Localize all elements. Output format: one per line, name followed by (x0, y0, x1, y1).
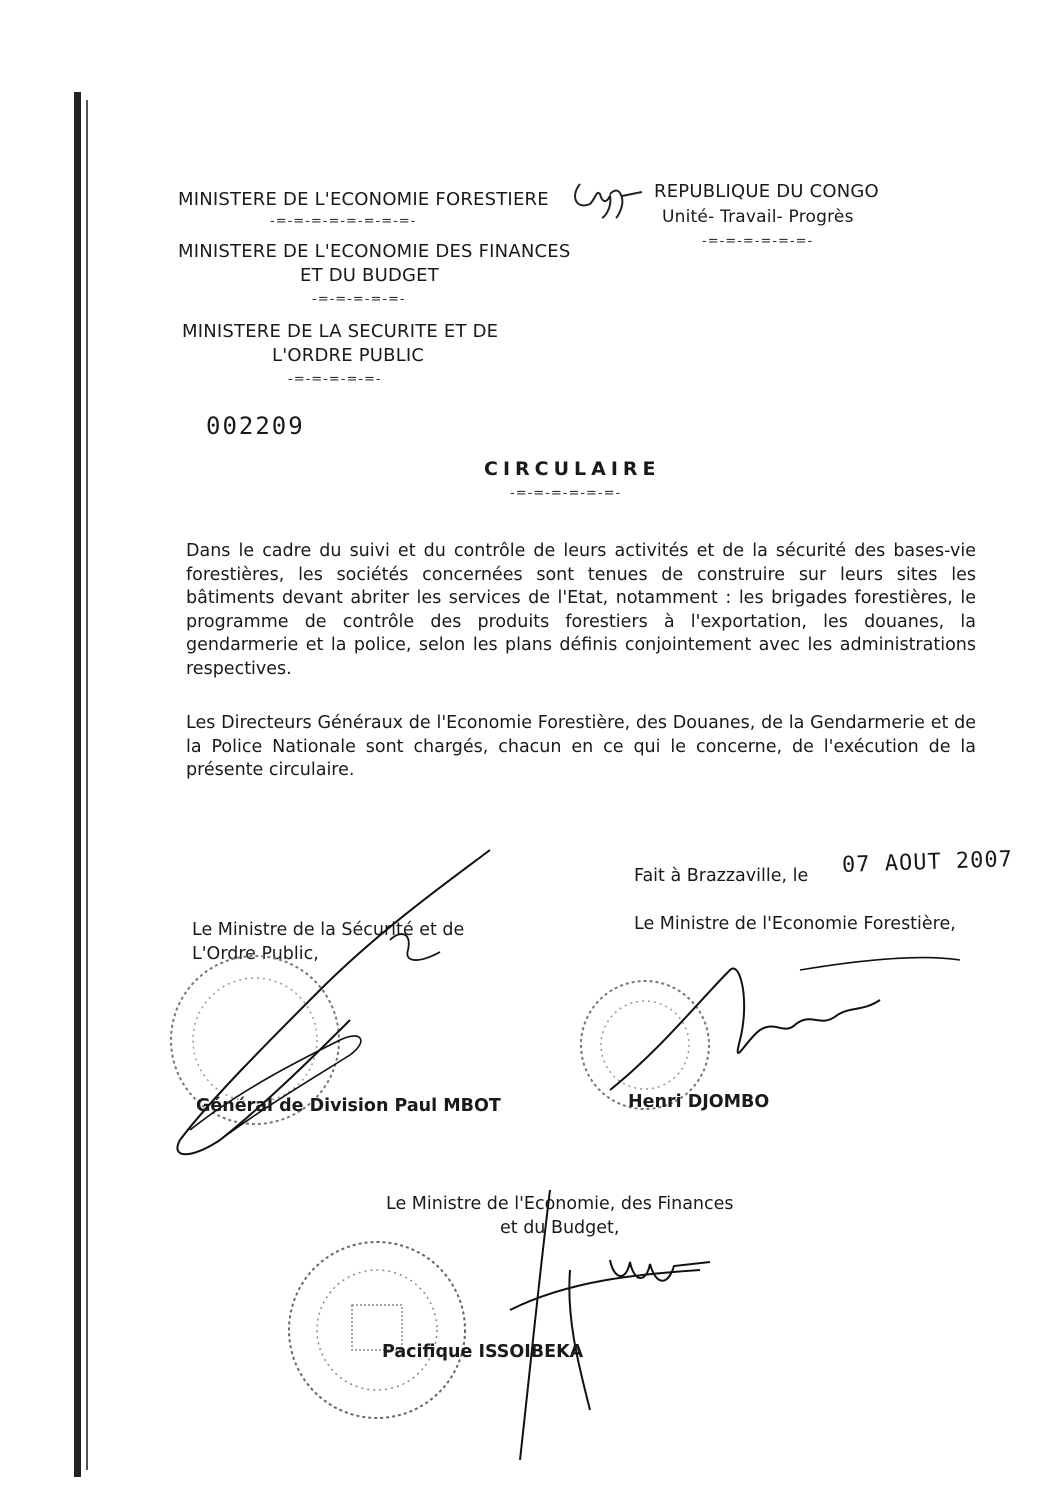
body-paragraph-1: Dans le cadre du suivi et du contrôle de leurs activités et de la sécurité des bases-vie forestières, les sociétés concernées sont tenues de construire sur leurs sites les bâtiments devant abriter les services de l'Etat, notamment : les brigades forestières, le programme de contrôle des produits forestiers à l'exportation, les douanes, la gendarmerie et la police, selon les plans définis conjointement avec les administrations respectives. (186, 541, 976, 679)
finance-minister-name: Pacifique ISSOIBEKA (382, 1342, 584, 1362)
security-minister-title-1: Le Ministre de la Sécurité et de (192, 920, 465, 940)
header-separator-3: -=-=-=-=-=- (288, 372, 382, 387)
document-title: CIRCULAIRE (484, 458, 661, 480)
header-separator-1: -=-=-=-=-=-=-=-=- (270, 214, 417, 229)
scan-edge-bar (74, 92, 81, 1477)
ministry-forestry: MINISTERE DE L'ECONOMIE FORESTIERE (178, 189, 549, 210)
republic-name: REPUBLIQUE DU CONGO (654, 181, 879, 202)
security-minister-signature (150, 840, 530, 1170)
security-minister-name: Général de Division Paul MBOT (196, 1096, 501, 1116)
finance-minister-title-2: et du Budget, (500, 1218, 620, 1238)
finance-minister-title-1: Le Ministre de l'Economie, des Finances (386, 1194, 734, 1214)
ministry-security-line2: L'ORDRE PUBLIC (272, 345, 425, 366)
forestry-minister-name: Henri DJOMBO (628, 1092, 770, 1112)
forestry-minister-title: Le Ministre de l'Economie Forestière, (634, 914, 956, 934)
republic-motto: Unité- Travail- Progrès (662, 207, 854, 227)
header-separator-4: -=-=-=-=-=-=- (702, 234, 814, 249)
ministry-finance-line2: ET DU BUDGET (300, 265, 439, 286)
place-date-label: Fait à Brazzaville, le (634, 866, 809, 886)
forestry-minister-signature (600, 940, 980, 1110)
header-separator-2: -=-=-=-=-=- (312, 292, 406, 307)
document-number: 002209 (206, 412, 305, 440)
security-minister-title-2: L'Ordre Public, (192, 944, 319, 964)
initials-signature (566, 176, 646, 220)
title-separator: -=-=-=-=-=-=- (510, 486, 622, 501)
scan-edge-line (86, 100, 88, 1470)
finance-minister-signature (470, 1170, 750, 1490)
date-stamp: 07 AOUT 2007 (841, 847, 1014, 878)
ministry-security-line1: MINISTERE DE LA SECURITE ET DE (182, 321, 499, 342)
ministry-finance-line1: MINISTERE DE L'ECONOMIE DES FINANCES (178, 241, 571, 262)
finance-ministry-seal (282, 1235, 472, 1425)
body-paragraph-2: Les Directeurs Généraux de l'Economie Forestière, des Douanes, de la Gendarmerie et de la Police Nationale sont chargés, chacun en ce qui le concerne, de l'exécution de la présente circulaire. (186, 713, 976, 780)
